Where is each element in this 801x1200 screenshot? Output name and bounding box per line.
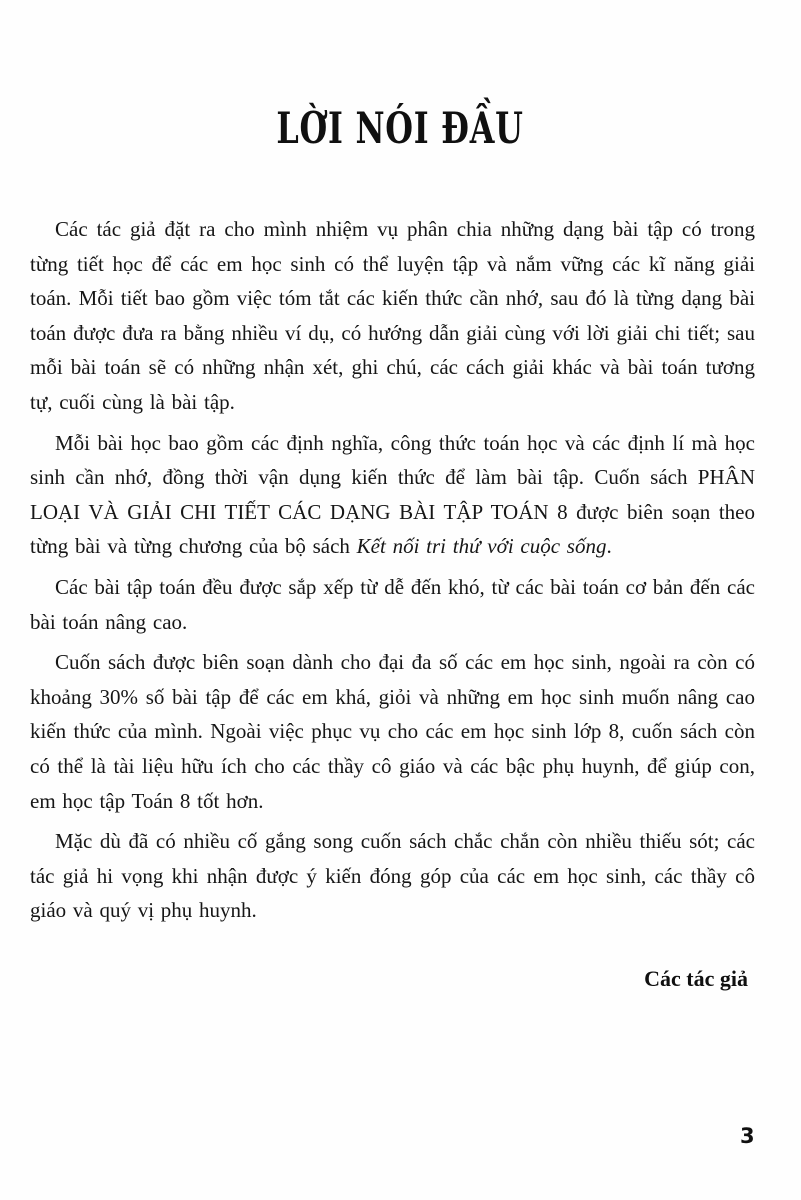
- preface-body: [30, 212, 755, 934]
- paragraph-1: Các tác giả đặt ra cho mình nhiệm vụ phân chia những dạng bài tập có trong từng tiết học để các em học sinh có thể luyện tập và nắm vững các kĩ năng giải toán. Mỗi tiết bao gồm việc tóm tắt các kiến thức cần nhớ, sau đó là từng dạng bài toán được đưa ra bằng nhiều ví dụ, có hướng dẫn giải cùng với lời giải chi tiết; sau mỗi bài toán sẽ có những nhận xét, ghi chú, các cách giải khác và bài toán tương tự, cuối cùng là bài tập.: [30, 217, 755, 414]
- page-number: 3: [740, 1124, 755, 1148]
- paragraph-5: Mặc dù đã có nhiều cố gắng song cuốn sách chắc chắn còn nhiều thiếu sót; các tác giả hi vọng khi nhận được ý kiến đóng góp của các em học sinh, các thầy cô giáo và quý vị phụ huynh.: [30, 829, 755, 923]
- paragraph-2-period: .: [606, 534, 612, 559]
- paragraph-2: [30, 426, 755, 564]
- page-title-text: LỜI NÓI ĐẦU: [276, 104, 525, 154]
- paragraph-3: Các bài tập toán đều được sắp xếp từ dễ đến khó, từ các bài toán cơ bản đến các bài toán nâng cao.: [30, 574, 755, 634]
- paragraph-2-text: Mỗi bài học bao gồm các định nghĩa, công thức toán học và các định lí mà học sinh cần nhớ, đồng thời vận dụng kiến thức để làm bài tập. Cuốn sách PHÂN LOẠI VÀ GIẢI CHI TIẾT CÁC DẠNG BÀI TẬP TOÁN 8 được biên soạn theo từng bài và từng chương của bộ sách: [30, 430, 755, 559]
- book-series-name: Kết nối tri thứ với cuộc sống: [356, 534, 607, 559]
- paragraph-4: Cuốn sách được biên soạn dành cho đại đa số các em học sinh, ngoài ra còn có khoảng 30% số bài tập để các em khá, giỏi và những em học sinh muốn nâng cao kiến thức của mình. Ngoài việc phục vụ cho các em học sinh lớp 8, cuốn sách còn có thể là tài liệu hữu ích cho các thầy cô giáo và các bậc phụ huynh, để giúp con, em học tập Toán 8 tốt hơn.: [30, 650, 755, 813]
- page-title: [0, 103, 801, 155]
- author-signature: Các tác giả: [644, 966, 748, 991]
